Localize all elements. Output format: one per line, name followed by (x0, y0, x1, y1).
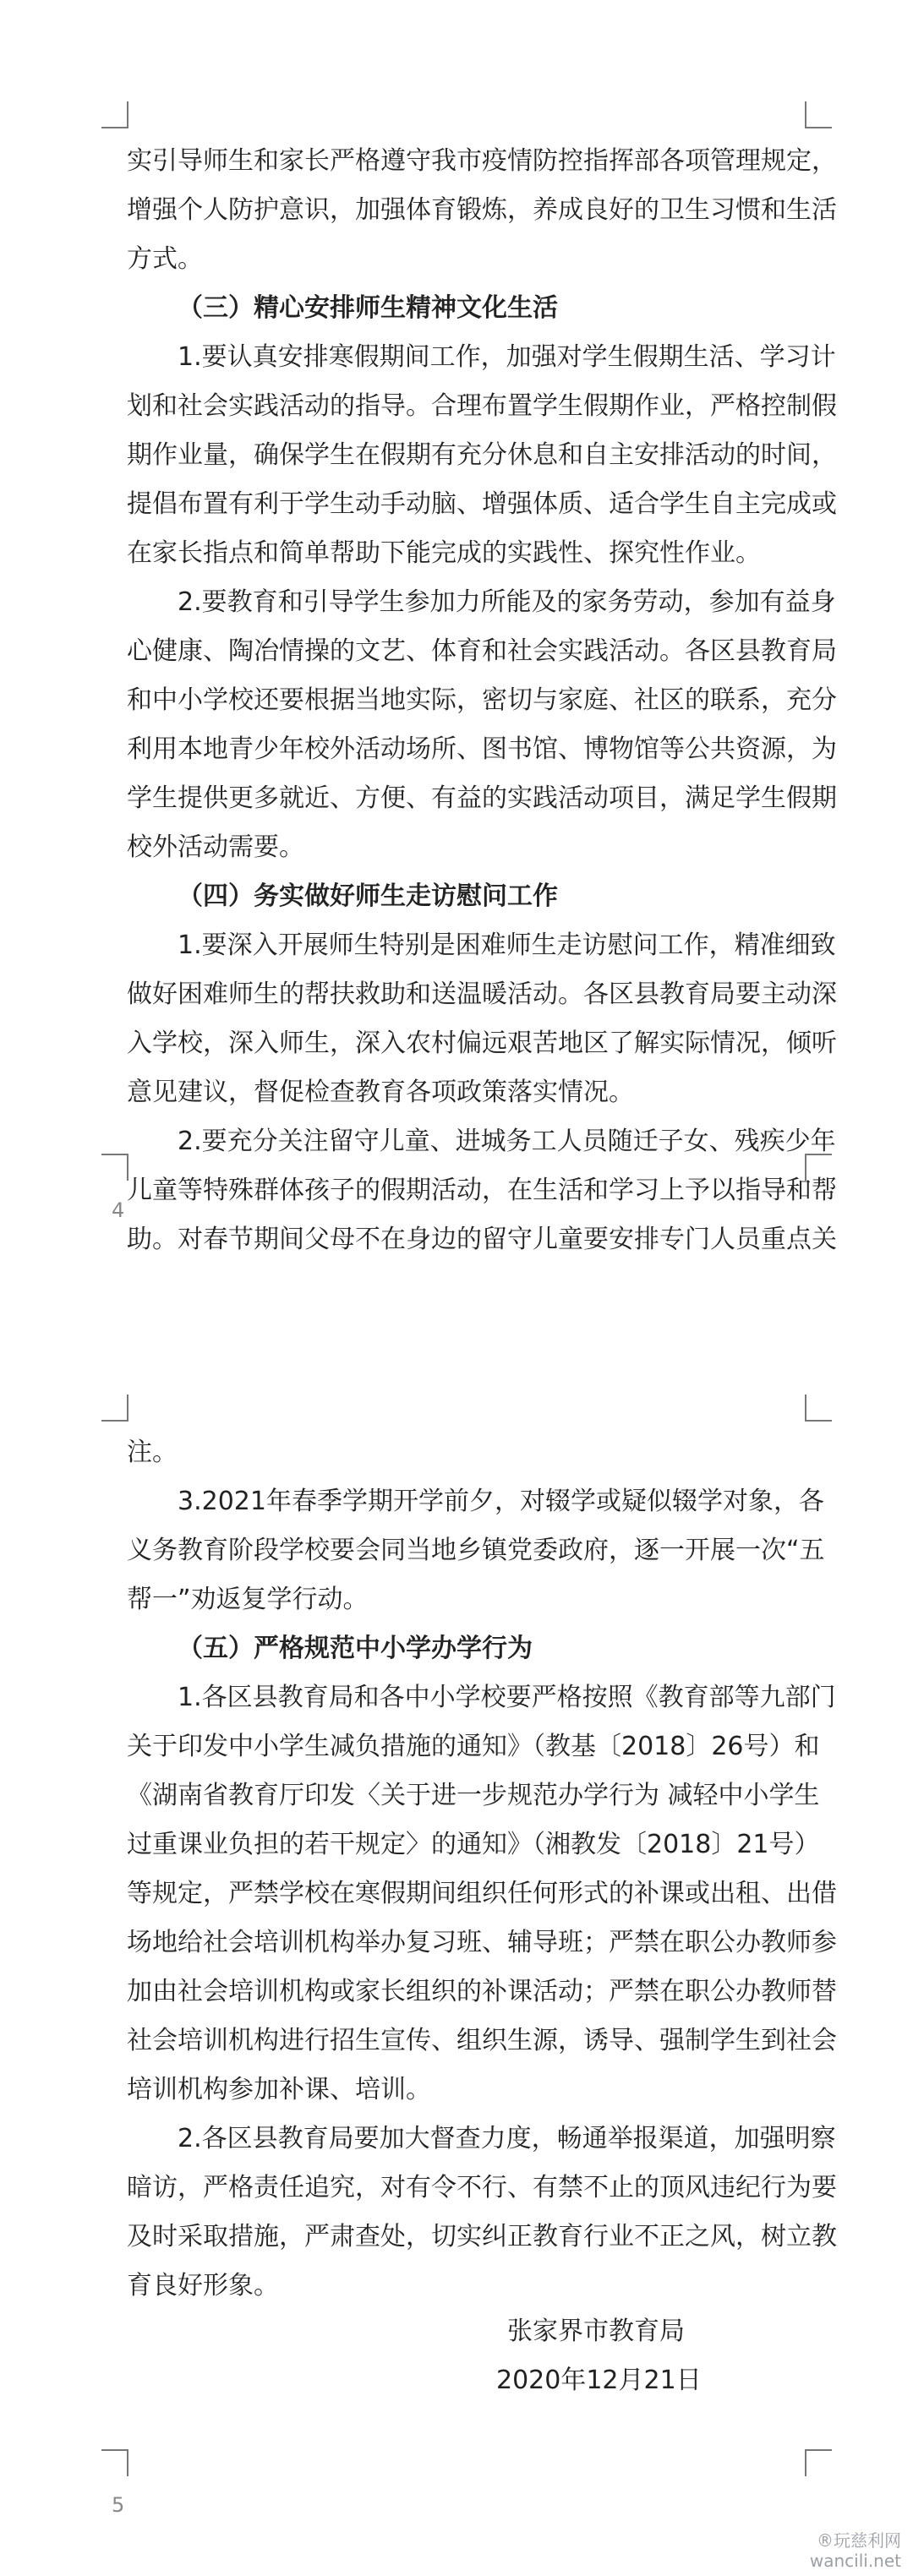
section-heading: （四）务实做好师生走访慰问工作 (178, 881, 558, 911)
crop-mark-top-left (101, 1394, 128, 1422)
text-line: 在家长指点和简单帮助下能完成的实践性、探究性作业。 (127, 538, 761, 568)
page5-text (127, 1428, 837, 2311)
page-number: 5 (112, 2493, 125, 2517)
text-line: 注。 (127, 1438, 178, 1467)
text-line: 实引导师生和家长严格遵守我市疫情防控指挥部各项管理规定， (127, 146, 837, 176)
text-line: 关于印发中小学生减负措施的通知》（教基〔2018〕26号）和 (127, 1732, 820, 1761)
text-line: 划和社会实践活动的指导。合理布置学生假期作业，严格控制假 (127, 391, 837, 421)
watermark-brand: ®玩慈利网 (817, 2530, 901, 2551)
site-watermark (810, 2530, 901, 2571)
text-line: 社会培训机构进行招生宣传、组织生源，诱导、强制学生到社会 (127, 2026, 837, 2055)
section-heading: （五）严格规范中小学办学行为 (178, 1634, 533, 1663)
section-heading: （三）精心安排师生精神文化生活 (178, 293, 558, 323)
text-line: 场地给社会培训机构举办复习班、辅导班；严禁在职公办教师参 (127, 1928, 837, 1957)
text-line: 帮一”劝返复学行动。 (127, 1585, 369, 1614)
text-line: 及时采取措施，严肃查处，切实纠正教育行业不正之风，树立教 (127, 2222, 837, 2251)
text-line: 暗访，严格责任追究，对有令不行、有禁不止的顶风违纪行为要 (127, 2173, 837, 2202)
text-line: 增强个人防护意识，加强体育锻炼，养成良好的卫生习惯和生活 (127, 195, 837, 225)
page-number: 4 (112, 1198, 125, 1222)
text-line: 2.各区县教育局要加大督查力度，畅通举报渠道，加强明察 (178, 2124, 836, 2153)
text-line: 学生提供更多就近、方便、有益的实践活动项目，满足学生假期 (127, 783, 837, 813)
signature-organization: 张家界市教育局 (507, 2317, 685, 2346)
text-line: 加由社会培训机构或家长组织的补课活动；严禁在职公办教师替 (127, 1977, 837, 2006)
text-line: 育良好形象。 (127, 2271, 279, 2300)
text-line: 期作业量，确保学生在假期有充分休息和自主安排活动的时间， (127, 440, 837, 470)
watermark-url: wancili.net (809, 2551, 901, 2571)
text-line: 1.各区县教育局和各中小学校要严格按照《教育部等九部门 (178, 1683, 836, 1712)
text-line: 提倡布置有利于学生动手动脑、增强体质、适合学生自主完成或 (127, 489, 837, 519)
signature-date: 2020年12月21日 (496, 2366, 702, 2395)
text-line: 等规定，严禁学校在寒假期间组织任何形式的补课或出租、出借 (127, 1879, 837, 1908)
text-line: 3.2021年春季学期开学前夕，对辍学或疑似辍学对象，各 (178, 1487, 824, 1516)
text-line: 意见建议，督促检查教育各项政策落实情况。 (127, 1078, 634, 1107)
text-line: 义务教育阶段学校要会同当地乡镇党委政府，逐一开展一次“五 (127, 1536, 825, 1565)
crop-mark-bottom-right (805, 1154, 832, 1181)
text-line: 过重课业负担的若干规定〉的通知》（湘教发〔2018〕21号） (127, 1830, 820, 1859)
text-line: 儿童等特殊群体孩子的假期活动，在生活和学习上予以指导和帮 (127, 1176, 837, 1205)
text-line: 做好困难师生的帮扶救助和送温暖活动。各区县教育局要主动深 (127, 980, 837, 1009)
text-line: 2.要充分关注留守儿童、进城务工人员随迁子女、残疾少年 (178, 1127, 836, 1156)
crop-mark-bottom-left (101, 1154, 128, 1181)
text-line: 利用本地青少年校外活动场所、图书馆、博物馆等公共资源，为 (127, 734, 837, 764)
page4-text (127, 137, 837, 1264)
text-line: 1.要深入开展师生特别是困难师生走访慰问工作，精准细致 (178, 931, 836, 960)
text-line: 校外活动需要。 (127, 832, 304, 862)
crop-mark-top-right (805, 101, 832, 128)
crop-mark-top-left (101, 101, 128, 128)
crop-mark-top-right (805, 1394, 832, 1422)
text-line: 方式。 (127, 244, 203, 274)
crop-mark-bottom-left (101, 2449, 128, 2476)
text-line: 心健康、陶冶情操的文艺、体育和社会实践活动。各区县教育局 (127, 636, 837, 666)
text-line: 培训机构参加补课、培训。 (127, 2075, 431, 2104)
text-line: 和中小学校还要根据当地实际，密切与家庭、社区的联系，充分 (127, 685, 837, 715)
text-line: 《湖南省教育厅印发〈关于进一步规范办学行为 减轻中小学生 (127, 1781, 820, 1810)
text-line: 1.要认真安排寒假期间工作，加强对学生假期生活、学习计 (178, 342, 836, 372)
text-line: 助。对春节期间父母不在身边的留守儿童要安排专门人员重点关 (127, 1225, 837, 1254)
crop-mark-bottom-right (805, 2449, 832, 2476)
text-line: 入学校，深入师生，深入农村偏远艰苦地区了解实际情况，倾听 (127, 1029, 837, 1058)
text-line: 2.要教育和引导学生参加力所能及的家务劳动，参加有益身 (178, 587, 836, 617)
